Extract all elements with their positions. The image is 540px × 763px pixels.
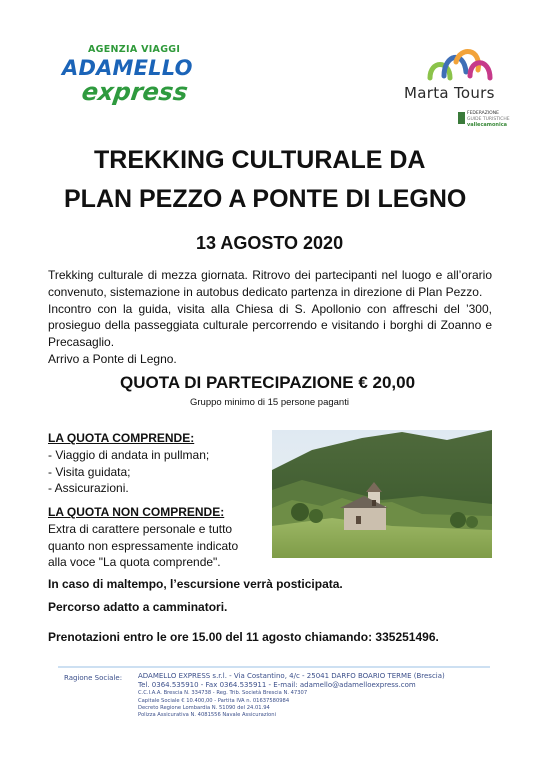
walkers-note: Percorso adatto a camminatori. (48, 600, 228, 614)
company-capital: Capitale Sociale € 10.400,00 - Partita IVA n. 01637580984 (138, 697, 290, 704)
event-date: 13 AGOSTO 2020 (196, 233, 344, 253)
company-decree: Decreto Regione Lombardia N. 51090 del 24.01.94 (138, 704, 270, 711)
company-registry: C.C.I.A.A. Brescia N. 334738 - Reg. Trib. Società Brescia N. 47307 (138, 690, 308, 697)
price-heading: QUOTA DI PARTECIPAZIONE € 20,00 (120, 373, 416, 392)
title-line-1: TREKKING CULTURALE DA (94, 146, 426, 174)
logo-brand-text: ADAMELLO (62, 56, 193, 80)
includes-heading: LA QUOTA COMPRENDE: (48, 431, 195, 445)
list-item: - Assicurazioni. (48, 480, 258, 497)
company-address: ADAMELLO EXPRESS s.r.l. - Via Costantino, 4/c - 25041 DARFO BOARIO TERME (Brescia) (138, 672, 445, 680)
excludes-section (48, 504, 260, 571)
event-description (48, 267, 492, 368)
title-line-2: PLAN PEZZO A PONTE DI LEGNO (64, 185, 467, 213)
mountain-church-image (272, 430, 492, 558)
description-paragraph: Trekking culturale di mezza giornata. Ritrovo dei partecipanti nel luogo e all’orario convenuto, sistemazione in autobus dedicato partenza in direzione di Plan Pezzo. (48, 268, 492, 299)
company-info (138, 672, 488, 719)
list-item: - Viaggio di andata in pullman; (48, 447, 258, 464)
includes-section (48, 430, 258, 497)
badge-line-2: GUIDE TURISTICHE (467, 117, 510, 122)
badge-line-1: FEDERAZIONE (467, 111, 499, 116)
price-subtitle: Gruppo minimo di 15 persone paganti (190, 397, 349, 408)
marta-tours-name: Marta Tours (404, 84, 495, 102)
petals-icon (424, 42, 496, 82)
description-paragraph: Arrivo a Ponte di Legno. (48, 351, 177, 366)
weather-note: In caso di maltempo, l’escursione verrà posticipata. (48, 577, 343, 591)
company-contacts: Tel. 0364.535910 - Fax 0364.535911 - E-mail: adamello@adamelloexpress.com (138, 681, 416, 690)
excludes-heading: LA QUOTA NON COMPRENDE: (48, 505, 225, 519)
list-item: - Visita guidata; (48, 464, 258, 481)
logo-tagline-text: express (80, 78, 190, 106)
includes-list (48, 447, 258, 497)
logo-agency-text: AGENZIA VIAGGI (88, 44, 181, 55)
marta-tours-logo (404, 42, 520, 132)
badge-line-3: vallecamonica (467, 122, 508, 128)
description-paragraph: Incontro con la guida, visita alla Chiesa di S. Apollonio con affreschi del ’300, prosieguo della passeggiata culturale percorrendo e visitando i borghi di Zoanno e Precasaglio. (48, 301, 492, 350)
partner-badge (458, 110, 516, 128)
badge-mark-icon (458, 112, 465, 124)
excludes-text: Extra di carattere personale e tutto quanto non espressamente indicato alla voce "La quota comprende". (48, 521, 239, 570)
adamello-express-logo (58, 40, 198, 110)
footer-label: Ragione Sociale: (64, 674, 123, 682)
footer-divider (58, 666, 490, 668)
landscape-photo (272, 430, 492, 558)
company-insurance: Polizza Assicurativa N. 4081556 Navale Assicurazioni (138, 712, 276, 719)
booking-note: Prenotazioni entro le ore 15.00 del 11 agosto chiamando: 335251496. (48, 630, 439, 644)
